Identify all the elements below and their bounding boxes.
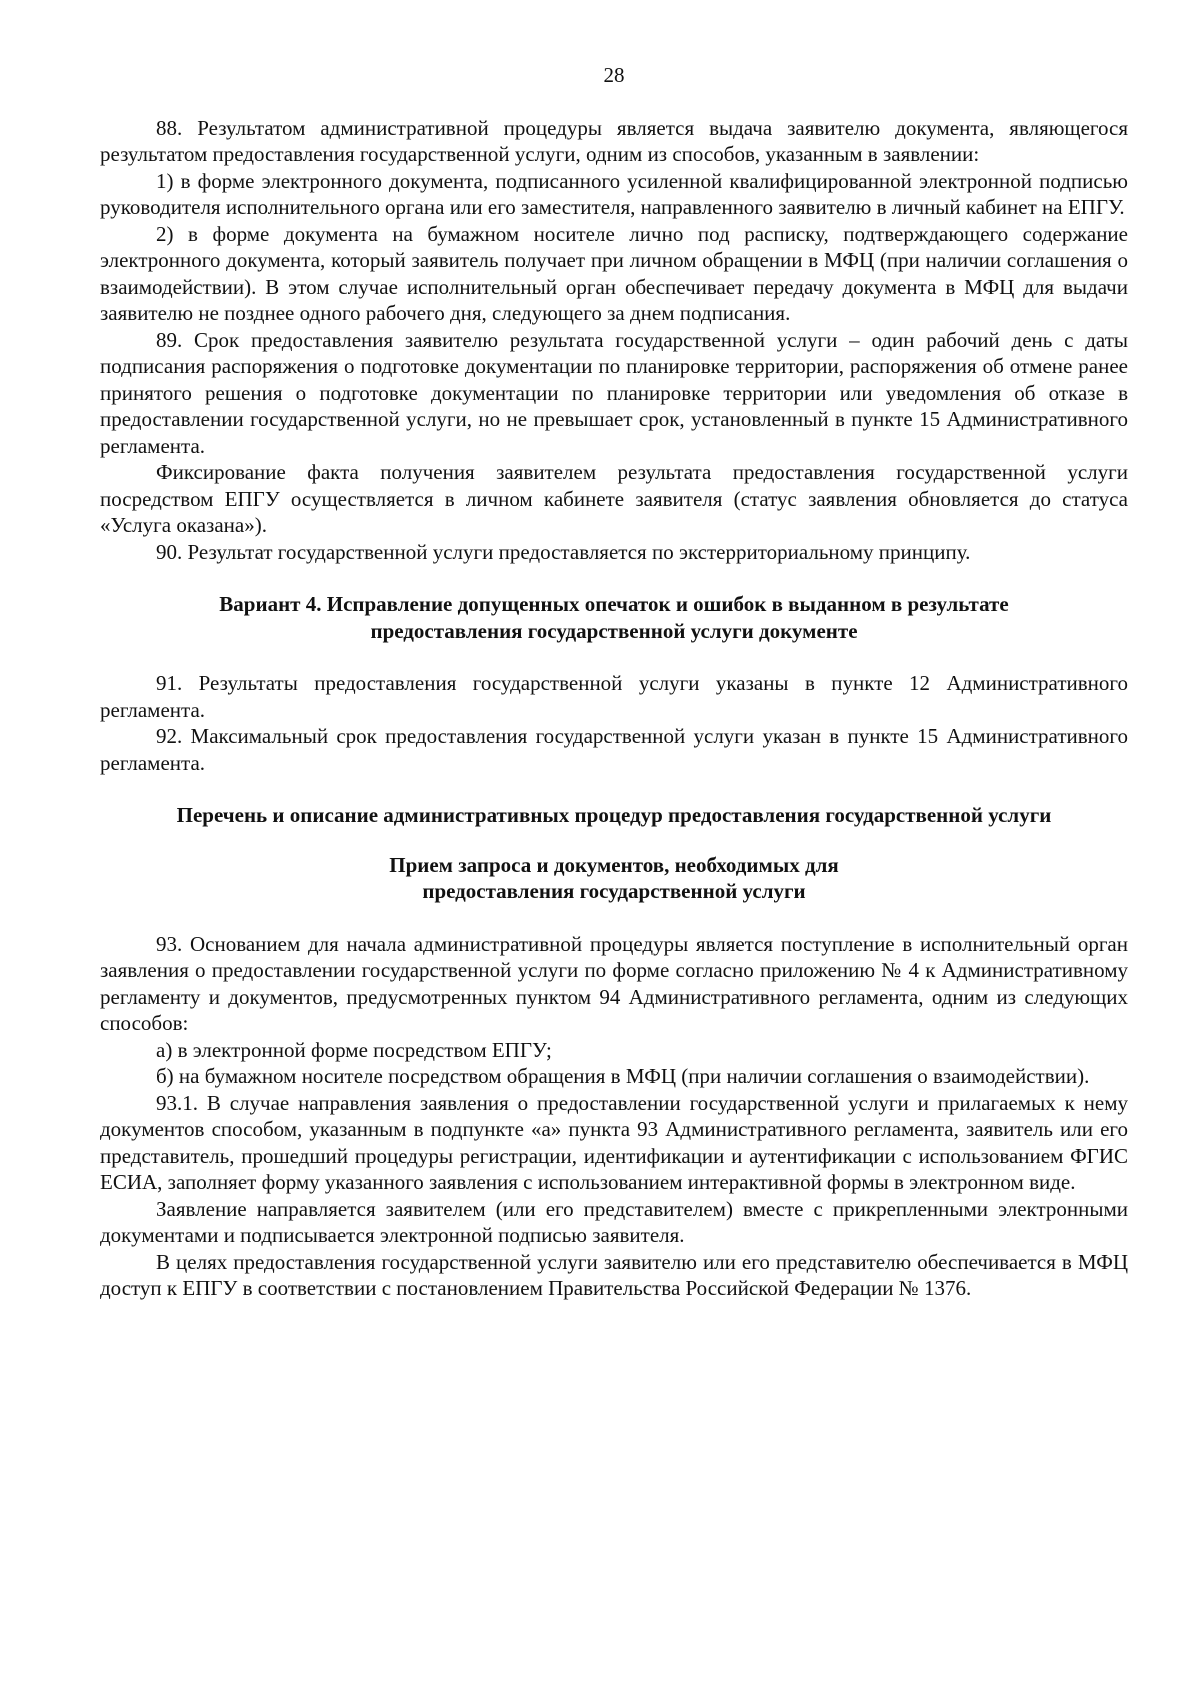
paragraph-92: 92. Максимальный срок предоставления государственной услуги указан в пункте 15 Административного регламента. [100,724,1128,775]
paragraph-88-item-1: 1) в форме электронного документа, подписанного усиленной квалифицированной электронной подписью руководителя исполнительного органа или его заместителя, направленного заявителю в личный кабинет на ЕПГУ. [100,168,1128,219]
paragraph-93: 93. Основанием для начала административной процедуры является поступление в исполнительный орган заявления о предоставлении государственной услуги по форме согласно приложению № 4 к Административному регламенту и документов, предусмотренных пунктом 94 Административного регламента, одним из следующих способов: [100,931,1128,1035]
paragraph-90: 90. Результат государственной услуги предоставляется по экстерриториальному принципу. [156,539,971,564]
heading-procedures-list: Перечень и описание административных процедур предоставления государственной услуги [176,803,1052,827]
paragraph-93-1-access: В целях предоставления государственной услуги заявителю или его представителю обеспечивается в МФЦ доступ к ЕПГУ в соответствии с постановлением Правительства Российской Федерации № 1376. [100,1249,1128,1300]
paragraph-91: 91. Результаты предоставления государственной услуги указаны в пункте 12 Административного регламента. [100,671,1128,722]
paragraph-89-fixation: Фиксирование факта получения заявителем результата предоставления государственной услуги посредством ЕПГУ осуществляется в личном кабинете заявителя (статус заявления обновляется до статуса «Услуга оказана»). [100,460,1128,537]
paragraph-89: 89. Срок предоставления заявителю результата государственной услуги – один рабочий день с даты подписания распоряжения о подготовке документации по планировке территории, распоряжения об отмене ранее принятого решения о подготовке документации по планировке территории или уведомления об отказе в предоставлении государственной услуги, но не превышает срок, установленный в пункте 15 Административного регламента. [100,327,1128,458]
paragraph-93-item-b: б) на бумажном носителе посредством обращения в МФЦ (при наличии соглашения о взаимодействии). [156,1064,1090,1088]
paragraph-88-item-2: 2) в форме документа на бумажном носителе лично под расписку, подтверждающего содержание электронного документа, который заявитель получает при личном обращении в МФЦ (при наличии соглашения о взаимодействии). В этом случае исполнительный орган обеспечивает передачу документа в МФЦ для выдачи заявителю не позднее одного рабочего дня, следующего за днем подписания. [100,221,1128,325]
page-number: 28 [603,63,625,87]
heading-reception: Прием запроса и документов, необходимых для предоставления государственной услуги [389,852,839,903]
paragraph-93-1-submission: Заявление направляется заявителем (или его представителем) вместе с прикрепленными электронными документами и подписывается электронной подписью заявителя. [100,1196,1128,1247]
paragraph-93-item-a: а) в электронной форме посредством ЕПГУ; [156,1037,552,1062]
document-page [100,62,1128,1302]
paragraph-93-1: 93.1. В случае направления заявления о предоставлении государственной услуги и прилагаемых к нему документов способом, указанным в подпункте «а» пункта 93 Административного регламента, заявитель или его представитель, прошедший процедуры регистрации, идентификации и аутентификации с использованием ФГИС ЕСИА, заполняет форму указанного заявления с использованием интерактивной формы в электронном виде. [100,1090,1128,1194]
heading-variant-4: Вариант 4. Исправление допущенных опечаток и ошибок в выданном в результате предоставления государственной услуги документе [219,592,1009,643]
paragraph-88: 88. Результатом административной процедуры является выдача заявителю документа, являющегося результатом предоставления государственной услуги, одним из способов, указанным в заявлении: [100,115,1128,166]
